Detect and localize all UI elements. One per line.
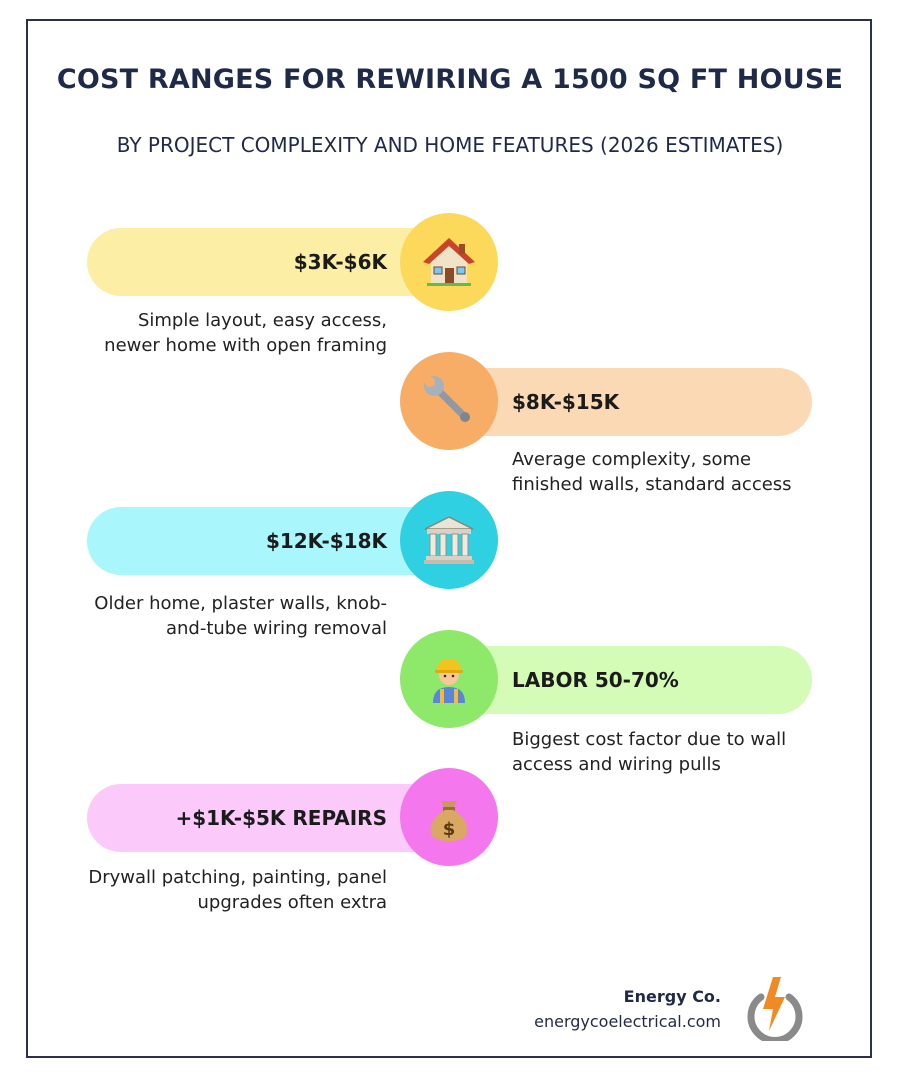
house-icon <box>400 213 498 311</box>
money-bag-icon <box>400 768 498 866</box>
cost-description: Drywall patching, painting, panel upgrades often extra <box>88 867 387 913</box>
lightning-power-icon <box>743 975 807 1041</box>
cost-description: Biggest cost factor due to wall access and wiring pulls <box>512 729 787 775</box>
page-subtitle: BY PROJECT COMPLEXITY AND HOME FEATURES (2026 ESTIMATES) <box>116 133 784 157</box>
cost-label: $3K-$6K <box>293 250 387 274</box>
svg-text:$: $ <box>442 819 456 840</box>
cost-label: LABOR 50-70% <box>512 668 679 692</box>
cost-label: $12K-$18K <box>265 529 387 553</box>
cost-label: +$1K-$5K REPAIRS <box>175 806 387 830</box>
cost-description: Simple layout, easy access, newer home with open framing <box>104 310 387 356</box>
brand-url[interactable]: energycoelectrical.com <box>534 1012 721 1031</box>
cost-label: $8K-$15K <box>512 390 620 414</box>
brand-name: Energy Co. <box>623 987 721 1006</box>
classical-building-icon <box>400 491 498 589</box>
wrench-icon <box>400 352 498 450</box>
construction-worker-icon <box>400 630 498 728</box>
cost-description: Average complexity, some finished walls, standard access <box>512 449 792 495</box>
cost-description: Older home, plaster walls, knob-and-tube wiring removal <box>94 593 387 639</box>
page-title: COST RANGES FOR REWIRING A 1500 SQ FT HOUSE <box>56 64 844 95</box>
